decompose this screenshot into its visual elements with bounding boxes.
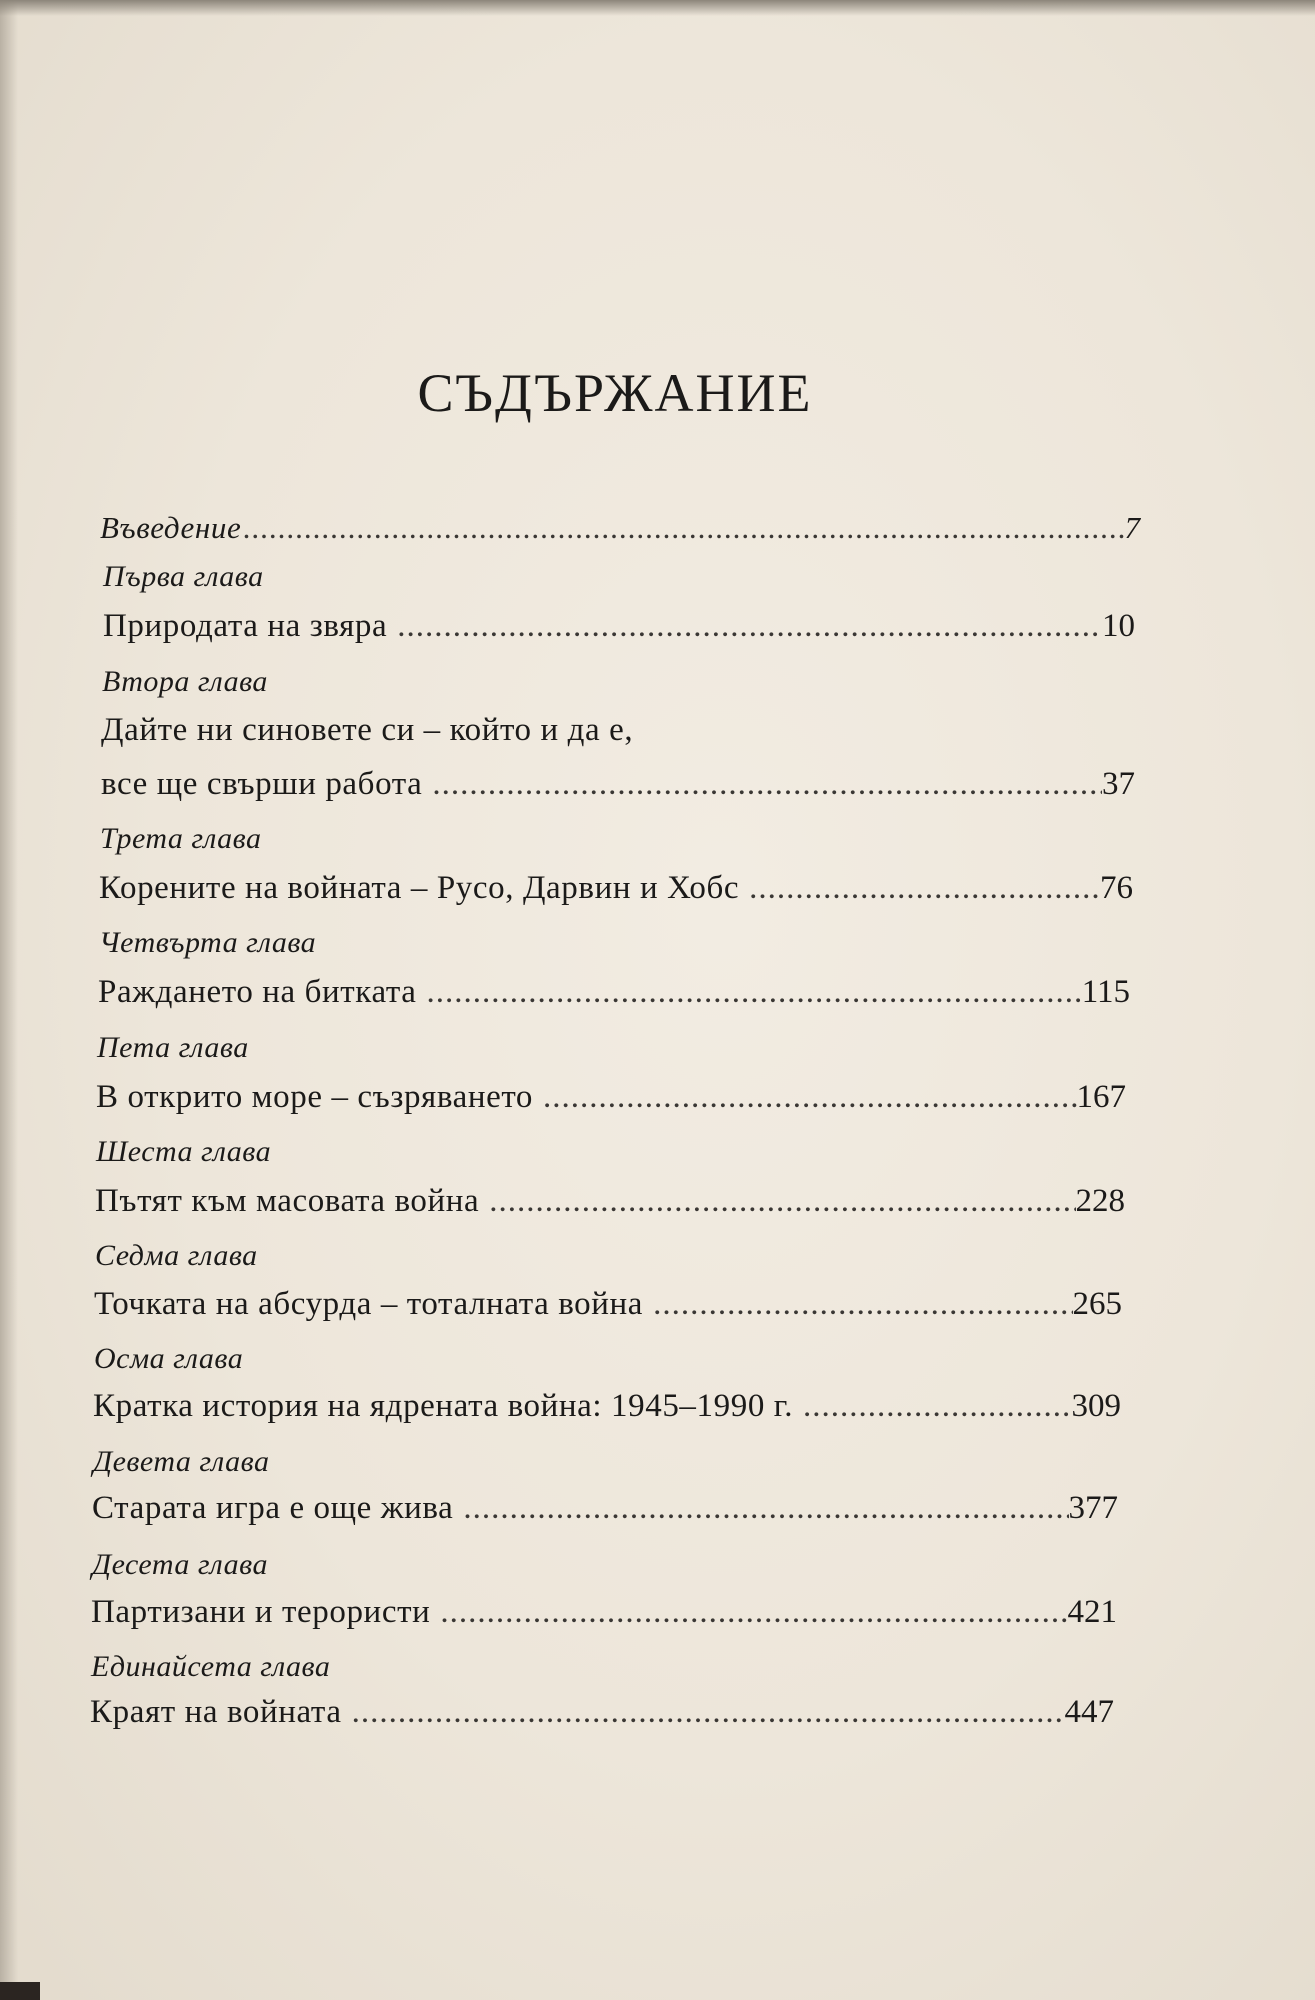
toc-entry-label: Партизани и терористи bbox=[91, 1594, 431, 1630]
toc-entry-label: Точката на абсурда – тоталната война bbox=[94, 1286, 644, 1322]
toc-entry-label: Пътят към масовата война bbox=[95, 1183, 480, 1219]
leader-dots bbox=[440, 1594, 1067, 1631]
toc-entry bbox=[103, 608, 1135, 645]
leader-dots bbox=[243, 510, 1124, 546]
toc-entry bbox=[99, 870, 1133, 907]
toc-entry-label: Краят на войната bbox=[90, 1694, 342, 1730]
toc-entry-label-line1: Дайте ни синовете си – който и да е, bbox=[101, 712, 634, 748]
toc-entry-label: все ще свърши работа bbox=[101, 766, 423, 802]
chapter-heading: Седма глава bbox=[95, 1239, 258, 1272]
toc-entry-label: В открито море – съзряването bbox=[96, 1079, 534, 1115]
chapter-heading: Втора глава bbox=[102, 665, 268, 698]
toc-entry-label: Корените на войната – Русо, Дарвин и Хобс bbox=[99, 870, 740, 906]
leader-dots bbox=[543, 1079, 1076, 1116]
chapter-heading: Девета глава bbox=[93, 1445, 270, 1478]
leader-dots bbox=[352, 1694, 1065, 1731]
toc-entry bbox=[90, 1694, 1114, 1731]
toc-entry bbox=[101, 766, 1135, 803]
toc-entry-page: 10 bbox=[1102, 608, 1135, 644]
chapter-heading: Четвърта глава bbox=[99, 926, 317, 959]
toc-entry-page: 7 bbox=[1124, 510, 1140, 545]
chapter-heading: Пета глава bbox=[97, 1031, 249, 1064]
chapter-heading: Шеста глава bbox=[96, 1135, 272, 1168]
toc-entry-page: 377 bbox=[1068, 1490, 1118, 1526]
toc-entry-page: 76 bbox=[1100, 870, 1133, 906]
toc-entry bbox=[95, 1183, 1125, 1220]
toc-entry-label: Кратка история на ядрената война: 1945–1990 г. bbox=[93, 1388, 794, 1424]
page-title: СЪДЪРЖАНИЕ bbox=[417, 363, 813, 423]
toc-entry bbox=[94, 1286, 1122, 1323]
leader-dots bbox=[463, 1490, 1068, 1527]
toc-entry-introduction bbox=[100, 510, 1140, 546]
chapter-heading: Десета глава bbox=[92, 1548, 268, 1581]
page-edge-shadow bbox=[0, 0, 18, 2000]
toc-entry-page: 447 bbox=[1064, 1694, 1114, 1730]
leader-dots bbox=[803, 1388, 1071, 1425]
leader-dots bbox=[653, 1286, 1072, 1323]
leader-dots bbox=[489, 1183, 1075, 1220]
toc-entry bbox=[92, 1490, 1118, 1527]
toc-entry-page: 115 bbox=[1081, 974, 1130, 1010]
toc-entry-label: Въведение bbox=[100, 510, 242, 545]
toc-entry-label: Раждането на битката bbox=[98, 974, 417, 1010]
toc-entry bbox=[91, 1594, 1117, 1631]
leader-dots bbox=[397, 608, 1102, 645]
toc-entry bbox=[93, 1388, 1121, 1425]
toc-entry-page: 421 bbox=[1067, 1594, 1117, 1630]
toc-entry bbox=[96, 1079, 1126, 1116]
page-top-shadow bbox=[0, 0, 1315, 16]
background-corner bbox=[0, 1982, 40, 2000]
toc-entry-page: 167 bbox=[1076, 1079, 1126, 1115]
toc-entry-label: Старата игра е още жива bbox=[92, 1490, 454, 1526]
leader-dots bbox=[432, 766, 1102, 803]
leader-dots bbox=[427, 974, 1082, 1011]
toc-entry-page: 265 bbox=[1072, 1286, 1122, 1322]
toc-entry-page: 228 bbox=[1075, 1183, 1125, 1219]
toc-entry-page: 309 bbox=[1071, 1388, 1121, 1424]
chapter-heading: Осма глава bbox=[94, 1342, 244, 1375]
toc-entry bbox=[98, 974, 1130, 1011]
chapter-heading: Първа глава bbox=[103, 560, 264, 593]
leader-dots bbox=[749, 870, 1100, 907]
chapter-heading: Трета глава bbox=[100, 822, 262, 855]
chapter-heading: Единайсета глава bbox=[91, 1650, 331, 1683]
toc-entry-label: Природата на звяра bbox=[103, 608, 388, 644]
toc-entry-page: 37 bbox=[1102, 766, 1135, 802]
